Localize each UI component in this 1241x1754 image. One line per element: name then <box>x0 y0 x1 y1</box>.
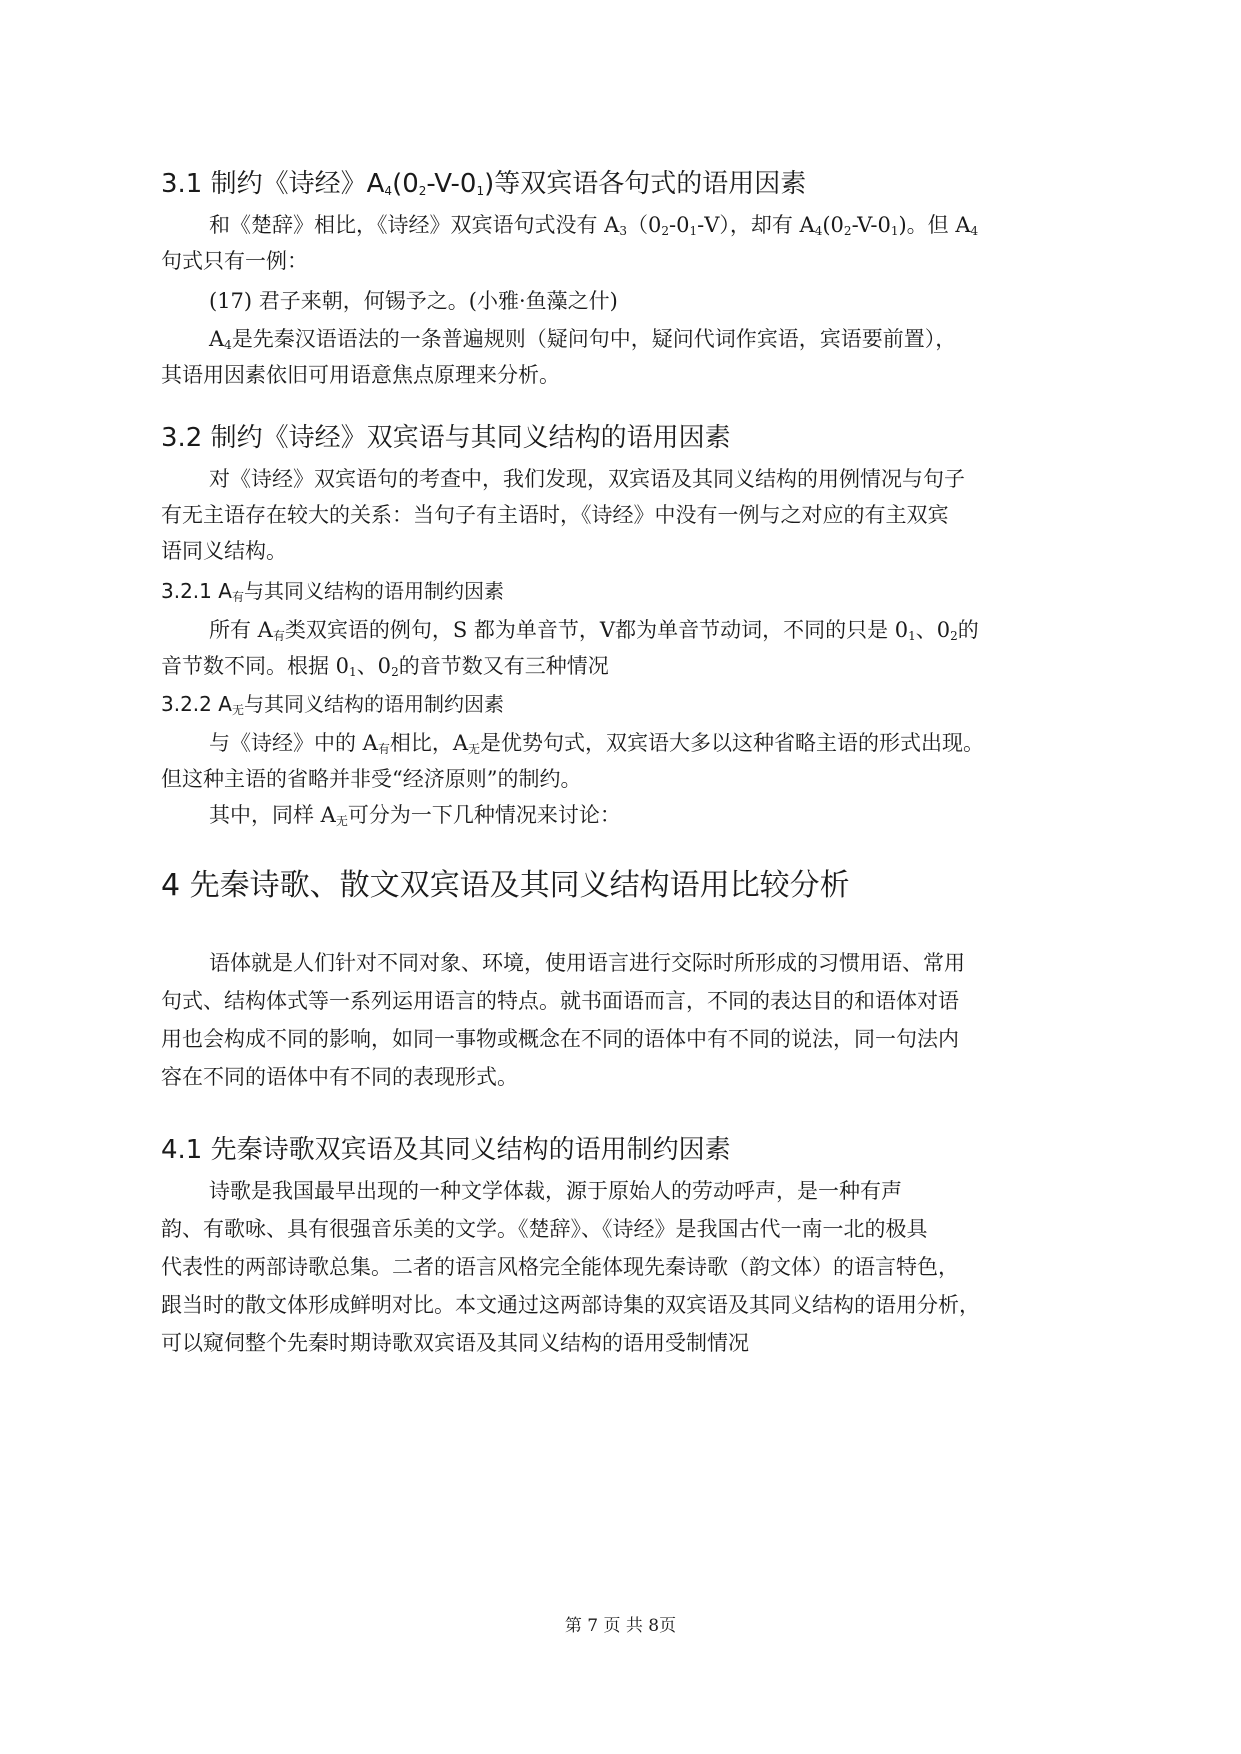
subscript: 有 <box>377 742 390 756</box>
text: 所有 A <box>209 618 273 642</box>
subscript: 无 <box>335 814 348 828</box>
text: )。但 A <box>898 213 971 237</box>
subscript: 有 <box>272 629 285 643</box>
heading-3-2: 3.2 制约《诗经》双宾语与其同义结构的语用因素 <box>161 423 731 453</box>
paragraph-line: 语体就是人们针对不同对象、环境，使用语言进行交际时所形成的习惯用语、常用 <box>209 951 965 975</box>
subscript: 4 <box>384 184 393 198</box>
paragraph-line: 句式、结构体式等一系列运用语言的特点。就书面语而言，不同的表达目的和语体对语 <box>161 989 959 1013</box>
heading-4-1: 4.1 先秦诗歌双宾语及其同义结构的语用制约因素 <box>161 1135 731 1165</box>
subscript: 无 <box>468 742 481 756</box>
paragraph-line <box>161 321 1149 358</box>
text: 是先秦汉语语法的一条普遍规则（疑问句中，疑问代词作宾语，宾语要前置）， <box>231 327 957 351</box>
text: 类双宾语的例句，S 都为单音节，V都为单音节动词，不同的只是 0 <box>284 618 909 642</box>
heading-text: -V-0 <box>426 169 477 199</box>
subscript: 4 <box>814 224 823 238</box>
heading-text: 制约《诗经》A <box>210 169 385 199</box>
subscript: 3 <box>619 224 627 238</box>
paragraph-line: 诗歌是我国最早出现的一种文学体裁，源于原始人的劳动呼声，是一种有声 <box>209 1179 902 1203</box>
subscript: 1 <box>689 224 698 238</box>
text: 音节数不同。根据 0 <box>161 654 350 678</box>
paragraph-line: 对《诗经》双宾语句的考查中，我们发现，双宾语及其同义结构的用例情况与句子 <box>209 467 965 491</box>
text: 、0 <box>356 654 392 678</box>
text: A <box>209 327 225 351</box>
subscript: 2 <box>391 665 399 679</box>
paragraph-line <box>161 648 1101 685</box>
text: 3.2.2 A <box>161 692 232 716</box>
text: 其中，同样 A <box>209 803 336 827</box>
paragraph-line: 容在不同的语体中有不同的表现形式。 <box>161 1065 518 1089</box>
subscript: 2 <box>661 224 669 238</box>
heading-number: 3.1 <box>161 169 203 199</box>
subscript: 2 <box>950 629 958 643</box>
paragraph-line <box>161 612 1149 649</box>
paragraph-line: 韵、有歌咏、具有很强音乐美的文学。《楚辞》、《诗经》是我国古代一南一北的极具 <box>161 1217 928 1241</box>
paragraph-line: 跟当时的散文体形成鲜明对比。本文通过这两部诗集的双宾语及其同义结构的语用分析， <box>161 1293 980 1317</box>
paragraph-line <box>161 207 1149 244</box>
subscript: 2 <box>418 184 427 198</box>
paragraph-line <box>161 725 1149 762</box>
subscript: 2 <box>843 224 852 238</box>
paragraph-line: 语同义结构。 <box>161 539 287 563</box>
text: 与其同义结构的语用制约因素 <box>243 692 504 716</box>
text: 与《诗经》中的 A <box>209 731 378 755</box>
subscript: 1 <box>476 184 485 198</box>
heading-text: (0 <box>392 169 419 199</box>
paragraph-line: 代表性的两部诗歌总集。二者的语言风格完全能体现先秦诗歌（韵文体）的语言特色， <box>161 1255 959 1279</box>
text: 是优势句式，双宾语大多以这种省略主语的形式出现。 <box>480 731 985 755</box>
text: （0 <box>626 213 662 237</box>
text: 与其同义结构的语用制约因素 <box>243 579 504 603</box>
subscript: 1 <box>908 629 916 643</box>
paragraph-line: 句式只有一例： <box>161 249 308 273</box>
text: 的音节数又有三种情况 <box>398 654 609 678</box>
paragraph-line: 但这种主语的省略并非受“经济原则”的制约。 <box>161 767 582 791</box>
text: (0 <box>822 213 844 237</box>
text: 的 <box>957 618 979 642</box>
paragraph-line: 可以窥伺整个先秦时期诗歌双宾语及其同义结构的语用受制情况 <box>161 1331 749 1355</box>
paragraph-line: 有无主语存在较大的关系：当句子有主语时，《诗经》中没有一例与之对应的有主双宾 <box>161 503 949 527</box>
text: -V-0 <box>851 213 891 237</box>
paragraph-line <box>161 797 1149 834</box>
paragraph-line: 其语用因素依旧可用语意焦点原理来分析。 <box>161 363 560 387</box>
subscript: 有 <box>231 590 244 604</box>
text: -V），却有 A <box>697 213 815 237</box>
subscript: 4 <box>224 338 232 352</box>
text: 相比，A <box>389 731 469 755</box>
text: 3.2.1 A <box>161 579 232 603</box>
subscript: 1 <box>890 224 899 238</box>
subscript: 4 <box>970 224 979 238</box>
example-sentence: (17) 君子来朝，何锡予之。(小雅·鱼藻之什) <box>209 289 618 313</box>
text: 、0 <box>915 618 951 642</box>
heading-4: 4 先秦诗歌、散文双宾语及其同义结构语用比较分析 <box>161 868 850 903</box>
subscript: 无 <box>231 703 244 717</box>
text: 和《楚辞》相比，《诗经》双宾语句式没有 A <box>209 213 620 237</box>
heading-3-2-2 <box>161 689 1101 719</box>
paragraph-line: 用也会构成不同的影响，如同一事物或概念在不同的语体中有不同的说法，同一句法内 <box>161 1027 959 1051</box>
page-number-footer: 第 7 页 共 8页 <box>564 1616 677 1636</box>
subscript: 1 <box>349 665 357 679</box>
heading-text: )等双宾语各句式的语用因素 <box>484 169 807 199</box>
heading-3-2-1 <box>161 576 1101 606</box>
text: -0 <box>669 213 690 237</box>
heading-3-1 <box>161 164 1101 204</box>
text: 可分为一下几种情况来讨论： <box>347 803 621 827</box>
